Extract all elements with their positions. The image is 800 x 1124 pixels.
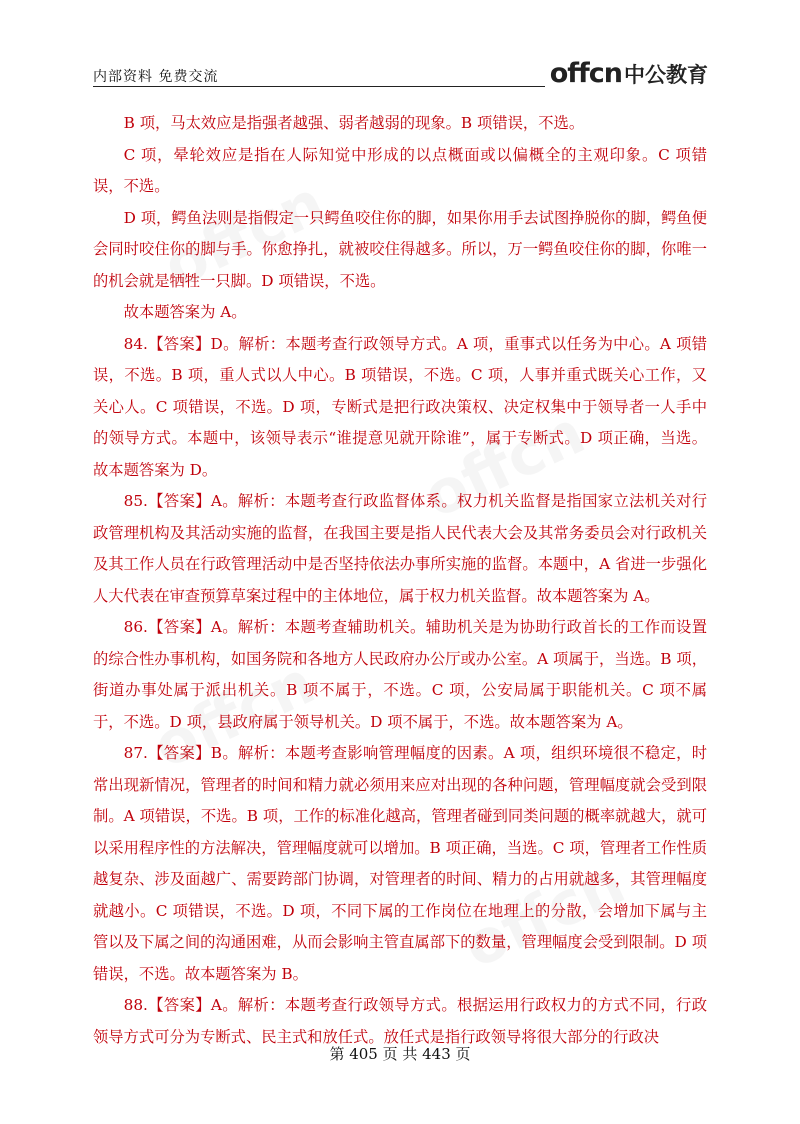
answer-87: 87.【答案】B。解析：本题考查影响管理幅度的因素。A 项，组织环境很不稳定，时常出现新情况，管理者的时间和精力就必须用来应对出现的各种问题，管理幅度就会受到限制。A 项错误，不选。B 项，工作的标准化越高，管理者碰到同类问题的概率就越大，就可以采用程序性的方法解决，管理幅度就可以增加。B 项正确，当选。C 项，管理者工作性质越复杂、涉及面越广、需要跨部门协调，对管理者的时间、精力的占用就越多，其管理幅度就越小。C 项错误，不选。D 项，不同下属的工作岗位在地理上的分散，会增加下属与主管以及下属之间的沟通困难，从而会影响主管直属部下的数量，管理幅度会受到限制。D 项错误，不选。故本题答案为 B。 xyxy=(93,744,707,983)
answer-84: 84.【答案】D。解析：本题考查行政领导方式。A 项，重事式以任务为中心。A 项错误，不选。B 项，重人式以人中心。B 项错误，不选。C 项，人事并重式既关心工作，又关心人。C 项错误，不选。D 项，专断式是把行政决策权、决定权集中于领导者一人手中的领导方式。本题中，该领导表示“谁提意见就开除谁”，属于专断式。D 项正确，当选。故本题答案为 D。 xyxy=(93,334,707,479)
page-header xyxy=(93,58,708,92)
paragraph: C 项，晕轮效应是指在人际知觉中形成的以点概面或以偏概全的主观印象。C 项错误，不选。 xyxy=(93,145,707,195)
offcn-logo xyxy=(550,58,708,90)
header-divider xyxy=(93,86,545,87)
paragraph: 故本题答案为 A。 xyxy=(123,303,247,321)
paragraph: D 项，鳄鱼法则是指假定一只鳄鱼咬住你的脚，如果你用手去试图挣脱你的脚，鳄鱼便会同时咬住你的脚与手。你愈挣扎，就被咬住得越多。所以，万一鳄鱼咬住你的脚，你唯一的机会就是牺牲一只脚。D 项错误，不选。 xyxy=(93,208,707,290)
document-body xyxy=(93,108,707,1053)
answer-88: 88.【答案】A。解析：本题考查行政领导方式。根据运用行政权力的方式不同，行政领导方式可分为专断式、民主式和放任式。放任式是指行政领导将很大部分的行政决 xyxy=(93,996,707,1046)
answer-86: 86.【答案】A。解析：本题考查辅助机关。辅助机关是为协助行政首长的工作而设置的综合性办事机构，如国务院和各地方人民政府办公厅或办公室。A 项属于，当选。B 项，街道办事处属于派出机关。B 项不属于，不选。C 项，公安局属于职能机关。C 项不属于，不选。D 项，县政府属于领导机关。D 项不属于，不选。故本题答案为 A。 xyxy=(93,618,707,731)
header-label: 内部资料 免费交流 xyxy=(93,69,219,85)
answer-85: 85.【答案】A。解析：本题考查行政监督体系。权力机关监督是指国家立法机关对行政管理机构及其活动实施的监督，在我国主要是指人民代表大会及其常务委员会对行政机关及其工作人员在行政管理活动中是否坚持依法办事所实施的监督。本题中，A 省进一步强化人大代表在审查预算草案过程中的主体地位，属于权力机关监督。故本题答案为 A。 xyxy=(93,492,707,605)
page-number: 第 405 页 共 443 页 xyxy=(329,1045,471,1063)
logo-chinese-name: 中公教育 xyxy=(624,63,708,87)
paragraph: B 项，马太效应是指强者越强、弱者越弱的现象。B 项错误，不选。 xyxy=(123,114,585,132)
logo-wordmark: offcn xyxy=(549,58,622,89)
